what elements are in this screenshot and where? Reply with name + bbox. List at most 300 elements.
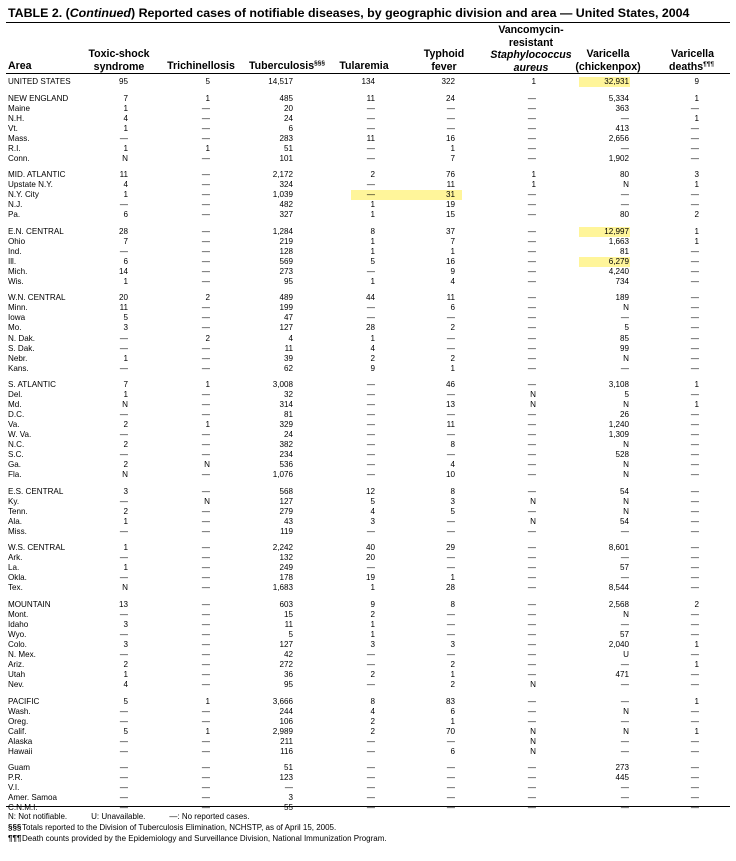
tuberculosis-cell: 43 [283, 516, 293, 526]
tuberculosis-cell: 4 [288, 333, 293, 343]
table-row [0, 334, 736, 344]
area-cell: Ill. [8, 256, 17, 266]
table-row [0, 697, 736, 707]
varicella-deaths-cell: 1 [694, 180, 699, 190]
tuberculosis-cell: 1,039 [272, 190, 293, 200]
tularemia-cell: 2 [370, 170, 375, 180]
toxic-shock-cell: 20 [118, 293, 128, 303]
tuberculosis-cell: 11 [284, 620, 293, 629]
varicella-cell: — [620, 573, 629, 583]
tuberculosis-cell: 47 [283, 313, 293, 323]
tuberculosis-cell: 2,172 [272, 170, 293, 180]
tuberculosis-cell: 273 [279, 266, 293, 276]
area-cell: W.S. CENTRAL [8, 543, 66, 553]
table-row [0, 430, 736, 440]
tularemia-cell: 1 [370, 620, 375, 629]
vancomycin-resistant-cell: — [527, 573, 536, 583]
tularemia-cell: — [366, 303, 375, 313]
tularemia-cell: — [366, 526, 375, 536]
tuberculosis-cell: 568 [279, 486, 293, 496]
tularemia-cell: — [366, 660, 375, 670]
tuberculosis-cell: 327 [279, 210, 293, 220]
tuberculosis-cell: 283 [279, 133, 293, 143]
area-cell: Wash. [8, 706, 31, 716]
varicella-deaths-cell: — [690, 553, 699, 563]
varicella-cell: 2,568 [608, 599, 629, 609]
varicella-cell: N [623, 303, 629, 313]
vancomycin-resistant-cell: — [527, 563, 536, 573]
tularemia-cell: 3 [370, 516, 375, 526]
vancomycin-resistant-cell: N [530, 726, 536, 736]
varicella-deaths-cell: — [690, 773, 699, 783]
area-cell: V.I. [8, 783, 20, 793]
varicella-deaths-cell: — [690, 680, 699, 690]
varicella-cell: — [620, 736, 629, 746]
area-cell: Tex. [8, 583, 23, 593]
trichinellosis-cell: — [201, 353, 210, 363]
vancomycin-resistant-cell: — [527, 236, 536, 246]
vancomycin-resistant-cell: — [527, 670, 536, 680]
tuberculosis-cell: 6 [288, 123, 293, 133]
area-cell: UNITED STATES [8, 77, 71, 86]
trichinellosis-cell: — [201, 190, 210, 200]
trichinellosis-cell: — [201, 400, 210, 410]
area-cell: Nev. [8, 680, 25, 690]
vancomycin-resistant-cell: N [530, 400, 536, 410]
table-row [0, 553, 736, 563]
tuberculosis-cell: 32 [283, 390, 293, 400]
typhoid-fever-cell: — [446, 630, 455, 639]
tularemia-cell: 44 [365, 293, 375, 303]
typhoid-fever-cell: 11 [446, 293, 455, 303]
table-row [0, 610, 736, 620]
vancomycin-resistant-cell: — [527, 313, 536, 323]
toxic-shock-cell: — [119, 706, 128, 716]
typhoid-fever-cell: — [446, 103, 455, 113]
varicella-deaths-cell: — [690, 470, 699, 480]
tularemia-cell: 1 [370, 210, 375, 220]
tuberculosis-cell: 219 [279, 236, 293, 246]
trichinellosis-cell: — [201, 773, 210, 783]
header-vancomycin: Vancomycin- resistant Staphylococcus aureus [490, 24, 572, 74]
area-cell: Fla. [8, 470, 22, 480]
typhoid-fever-cell: — [446, 450, 455, 460]
vancomycin-resistant-cell: — [527, 599, 536, 609]
vancomycin-resistant-cell: — [527, 323, 536, 333]
header-tularemia: Tularemia [339, 60, 389, 72]
area-cell: C.N.M.I. [8, 803, 38, 813]
toxic-shock-cell: — [119, 450, 128, 460]
table-row [0, 630, 736, 640]
varicella-deaths-cell: — [690, 333, 699, 343]
area-cell: S. Dak. [8, 343, 35, 353]
footnote-text: Death counts provided by the Epidemiology and Surveillance Division, National Immunization Program. [22, 834, 387, 843]
typhoid-fever-cell: — [446, 610, 455, 619]
header-tuberculosis: Tuberculosis§§§ [248, 60, 325, 72]
tuberculosis-cell: 127 [279, 323, 293, 333]
toxic-shock-cell: 7 [123, 380, 128, 389]
typhoid-fever-cell: 28 [445, 583, 455, 593]
area-cell: Calif. [8, 726, 27, 736]
tularemia-cell: — [366, 773, 375, 783]
varicella-deaths-cell: — [690, 573, 699, 583]
toxic-shock-cell: — [119, 553, 128, 563]
area-cell: Del. [8, 390, 23, 400]
vancomycin-resistant-cell: — [527, 763, 536, 773]
typhoid-fever-cell: 9 [450, 266, 455, 276]
area-cell: D.C. [8, 410, 25, 420]
table-row [0, 640, 736, 650]
typhoid-fever-cell: 1 [450, 143, 455, 153]
typhoid-fever-cell: 2 [450, 353, 455, 363]
area-cell: Ark. [8, 553, 23, 563]
area-cell: Tenn. [8, 506, 28, 516]
tularemia-cell: — [366, 420, 375, 430]
trichinellosis-cell: N [204, 496, 210, 506]
varicella-deaths-cell: — [690, 293, 699, 303]
table-row [0, 763, 736, 773]
area-cell: Ala. [8, 516, 22, 526]
varicella-cell: — [620, 680, 629, 690]
tularemia-cell: 134 [361, 77, 375, 86]
tularemia-cell: 11 [366, 93, 375, 103]
varicella-deaths-cell: — [690, 506, 699, 516]
tularemia-cell: 40 [365, 543, 375, 553]
area-cell: Ky. [8, 496, 20, 506]
trichinellosis-cell: — [201, 680, 210, 690]
varicella-deaths-cell: — [690, 343, 699, 353]
table-row [0, 170, 736, 180]
area-cell: Colo. [8, 640, 27, 649]
vancomycin-resistant-cell: — [527, 716, 536, 726]
vancomycin-resistant-cell: 1 [531, 180, 536, 190]
varicella-cell: — [620, 526, 629, 536]
tularemia-cell: — [366, 266, 375, 276]
table-row [0, 680, 736, 690]
tularemia-cell: 9 [370, 363, 375, 373]
varicella-deaths-cell: — [690, 793, 699, 803]
tuberculosis-cell: 1,284 [272, 226, 293, 236]
tuberculosis-cell: 15 [283, 610, 293, 619]
toxic-shock-cell: 5 [123, 696, 128, 706]
varicella-cell: N [623, 353, 629, 363]
varicella-cell: 85 [619, 333, 629, 343]
trichinellosis-cell: — [201, 363, 210, 373]
varicella-deaths-cell: — [690, 410, 699, 420]
toxic-shock-cell: 2 [123, 420, 128, 430]
varicella-cell: 26 [619, 410, 629, 420]
toxic-shock-cell: — [119, 650, 128, 659]
tularemia-cell: 2 [370, 610, 375, 619]
trichinellosis-cell: — [201, 153, 210, 163]
tuberculosis-cell: 127 [279, 640, 293, 649]
toxic-shock-cell: N [122, 470, 128, 480]
typhoid-fever-cell: 16 [445, 133, 455, 143]
typhoid-fever-cell: 6 [450, 746, 455, 756]
varicella-deaths-cell: — [690, 420, 699, 430]
tularemia-cell: — [366, 793, 375, 803]
tuberculosis-cell: 14,517 [268, 77, 293, 86]
varicella-cell: 5,334 [608, 93, 629, 103]
tuberculosis-cell: 39 [283, 353, 293, 363]
tularemia-cell: 9 [370, 599, 375, 609]
table-row [0, 200, 736, 210]
varicella-cell: 8,601 [608, 543, 629, 553]
table-row [0, 543, 736, 553]
tuberculosis-cell: 101 [279, 153, 293, 163]
tuberculosis-cell: 24 [283, 113, 293, 123]
tularemia-cell: 11 [366, 133, 375, 143]
typhoid-fever-cell: — [446, 113, 455, 123]
varicella-cell: 12,997 [579, 227, 630, 237]
trichinellosis-cell: — [201, 200, 210, 210]
varicella-cell: U [623, 650, 629, 659]
tularemia-cell: 20 [365, 553, 375, 563]
tularemia-cell: 1 [370, 630, 375, 639]
varicella-deaths-cell: — [690, 736, 699, 746]
tuberculosis-cell: 51 [283, 143, 293, 153]
tuberculosis-cell: 199 [279, 303, 293, 313]
area-cell: Ga. [8, 460, 22, 470]
vancomycin-resistant-cell: — [527, 410, 536, 420]
tuberculosis-cell: 178 [279, 573, 293, 583]
vancomycin-resistant-cell: — [527, 630, 536, 639]
trichinellosis-cell: N [204, 460, 210, 470]
table-row [0, 450, 736, 460]
table-row [0, 277, 736, 287]
toxic-shock-cell: — [119, 793, 128, 803]
tuberculosis-cell: 42 [283, 650, 293, 659]
varicella-deaths-cell: 1 [694, 380, 699, 389]
trichinellosis-cell: — [201, 180, 210, 190]
typhoid-fever-cell: — [446, 123, 455, 133]
footnote-text: Totals reported to the Division of Tuberculosis Elimination, NCHSTP, as of April 15, 2005. [22, 823, 337, 832]
varicella-cell: N [623, 726, 629, 736]
varicella-cell: — [620, 620, 629, 629]
varicella-cell: — [620, 113, 629, 123]
vancomycin-resistant-cell: — [527, 293, 536, 303]
varicella-cell: 6,279 [579, 257, 630, 267]
tuberculosis-cell: 95 [283, 276, 293, 286]
varicella-deaths-cell: — [690, 516, 699, 526]
varicella-deaths-cell: — [690, 246, 699, 256]
area-cell: N.Y. City [8, 190, 39, 200]
typhoid-fever-cell: — [446, 793, 455, 803]
vancomycin-resistant-cell: 1 [531, 77, 536, 86]
trichinellosis-cell: — [201, 256, 210, 266]
typhoid-fever-cell: 13 [445, 400, 455, 410]
tuberculosis-cell: 24 [283, 430, 293, 440]
varicella-deaths-cell: 9 [694, 77, 699, 86]
trichinellosis-cell: — [201, 410, 210, 420]
trichinellosis-cell: 1 [205, 696, 210, 706]
header-varicella: Varicella (chickenpox) [575, 48, 641, 73]
table-row [0, 180, 736, 190]
trichinellosis-cell: — [201, 763, 210, 773]
tuberculosis-cell: 119 [280, 526, 293, 536]
vancomycin-resistant-cell: N [530, 736, 536, 746]
area-cell: MOUNTAIN [8, 599, 51, 609]
trichinellosis-cell: 5 [205, 77, 210, 86]
typhoid-fever-cell: — [446, 773, 455, 783]
trichinellosis-cell: — [201, 583, 210, 593]
varicella-deaths-cell: 1 [694, 400, 699, 410]
vancomycin-resistant-cell: — [527, 640, 536, 649]
varicella-deaths-cell: — [690, 746, 699, 756]
vancomycin-resistant-cell: — [527, 143, 536, 153]
varicella-cell: 2,656 [608, 133, 629, 143]
legend-no-cases: —: No reported cases. [169, 812, 250, 821]
varicella-cell: 80 [619, 210, 629, 220]
toxic-shock-cell: 6 [123, 210, 128, 220]
tularemia-cell: 2 [370, 726, 375, 736]
tularemia-cell: 2 [370, 716, 375, 726]
tularemia-cell: 2 [370, 353, 375, 363]
varicella-cell: 32,931 [579, 77, 630, 87]
area-cell: La. [8, 563, 20, 573]
table-row [0, 707, 736, 717]
varicella-deaths-cell: — [690, 610, 699, 619]
trichinellosis-cell: — [201, 113, 210, 123]
area-cell: Ohio [8, 236, 26, 246]
varicella-deaths-cell: — [690, 153, 699, 163]
trichinellosis-cell: — [201, 746, 210, 756]
varicella-cell: — [620, 696, 629, 706]
footnote-legend [8, 812, 249, 822]
table-row [0, 600, 736, 610]
typhoid-fever-cell: — [446, 736, 455, 746]
tuberculosis-cell: 81 [283, 410, 293, 420]
tularemia-cell: — [366, 563, 375, 573]
vancomycin-resistant-cell: — [527, 696, 536, 706]
toxic-shock-cell: — [119, 630, 128, 639]
tularemia-cell: — [366, 190, 375, 200]
table-row [0, 440, 736, 450]
tuberculosis-cell: — [284, 783, 293, 793]
tularemia-cell: — [366, 313, 375, 323]
varicella-cell: — [620, 660, 629, 670]
typhoid-fever-cell: 1 [450, 573, 455, 583]
vancomycin-resistant-cell: — [527, 610, 536, 619]
typhoid-fever-cell: 3 [450, 496, 455, 506]
varicella-deaths-cell: — [690, 763, 699, 773]
table-row [0, 650, 736, 660]
toxic-shock-cell: 1 [123, 670, 128, 680]
tularemia-cell: 3 [370, 640, 375, 649]
varicella-cell: 5 [624, 390, 629, 400]
typhoid-fever-cell: 6 [450, 303, 455, 313]
varicella-cell: 471 [615, 670, 629, 680]
varicella-cell: 54 [619, 516, 629, 526]
typhoid-fever-cell: 1 [450, 670, 455, 680]
tuberculosis-cell: 329 [279, 420, 293, 430]
toxic-shock-cell: 1 [123, 103, 128, 113]
trichinellosis-cell: — [201, 226, 210, 236]
toxic-shock-cell: — [119, 746, 128, 756]
typhoid-fever-cell: 1 [450, 246, 455, 256]
footnote-symbol: ¶¶¶ [8, 834, 22, 843]
varicella-cell: 413 [615, 123, 629, 133]
vancomycin-resistant-cell: — [527, 363, 536, 373]
typhoid-fever-cell: 2 [450, 323, 455, 333]
varicella-deaths-cell: — [690, 256, 699, 266]
toxic-shock-cell: 11 [119, 303, 128, 313]
table-row [0, 94, 736, 104]
varicella-cell: 5 [624, 323, 629, 333]
table-row [0, 144, 736, 154]
table-row [0, 470, 736, 480]
typhoid-fever-cell: — [446, 333, 455, 343]
trichinellosis-cell: — [201, 303, 210, 313]
typhoid-fever-cell: 76 [445, 170, 455, 180]
typhoid-fever-cell: — [446, 553, 455, 563]
tuberculosis-cell: 95 [283, 680, 293, 690]
header-varicella-deaths: Varicella deaths¶¶¶ [668, 48, 714, 73]
typhoid-fever-cell: 19 [445, 200, 455, 210]
area-cell: N.H. [8, 113, 25, 123]
tuberculosis-cell: 382 [279, 440, 293, 450]
table-row [0, 737, 736, 747]
varicella-deaths-cell: 2 [694, 210, 699, 220]
typhoid-fever-cell: — [446, 343, 455, 353]
vancomycin-resistant-cell: 1 [531, 170, 536, 180]
tularemia-cell: 4 [370, 506, 375, 516]
tuberculosis-cell: 116 [280, 746, 293, 756]
area-cell: W.N. CENTRAL [8, 293, 66, 303]
trichinellosis-cell: — [201, 736, 210, 746]
trichinellosis-cell: — [201, 276, 210, 286]
varicella-cell: — [620, 200, 629, 210]
area-cell: N. Dak. [8, 333, 35, 343]
varicella-cell: N [623, 470, 629, 480]
table-row [0, 410, 736, 420]
varicella-deaths-cell: 1 [694, 93, 699, 103]
toxic-shock-cell: 1 [123, 143, 128, 153]
tuberculosis-cell: 3,666 [272, 696, 293, 706]
table-row [0, 390, 736, 400]
area-cell: Alaska [8, 736, 33, 746]
toxic-shock-cell: — [119, 763, 128, 773]
tb-footnote-mark: §§§ [314, 60, 325, 67]
table-row [0, 497, 736, 507]
tularemia-cell: — [366, 153, 375, 163]
tuberculosis-cell: 36 [283, 670, 293, 680]
table-row [0, 190, 736, 200]
varicella-deaths-cell: — [690, 323, 699, 333]
title-text: ) Reported cases of notifiable diseases, by geographic division and area — United States, 2004 [131, 6, 690, 20]
vancomycin-resistant-cell: — [527, 303, 536, 313]
varicella-cell: 1,663 [608, 236, 629, 246]
varicella-cell: — [620, 746, 629, 756]
table-row [0, 104, 736, 114]
tularemia-cell: 1 [370, 200, 375, 210]
varicella-cell: — [620, 803, 629, 813]
varicella-deaths-cell: — [690, 363, 699, 373]
trichinellosis-cell: — [201, 323, 210, 333]
vancomycin-resistant-cell: — [527, 343, 536, 353]
trichinellosis-cell: — [201, 313, 210, 323]
area-cell: MID. ATLANTIC [8, 170, 66, 180]
varicella-deaths-cell: — [690, 303, 699, 313]
toxic-shock-cell: 4 [123, 680, 128, 690]
varicella-cell: — [620, 143, 629, 153]
toxic-shock-cell: 2 [123, 660, 128, 670]
tuberculosis-cell: 234 [279, 450, 293, 460]
vancomycin-resistant-cell: — [527, 620, 536, 629]
trichinellosis-cell: — [201, 610, 210, 619]
tularemia-cell: — [366, 746, 375, 756]
tularemia-cell: 2 [370, 670, 375, 680]
